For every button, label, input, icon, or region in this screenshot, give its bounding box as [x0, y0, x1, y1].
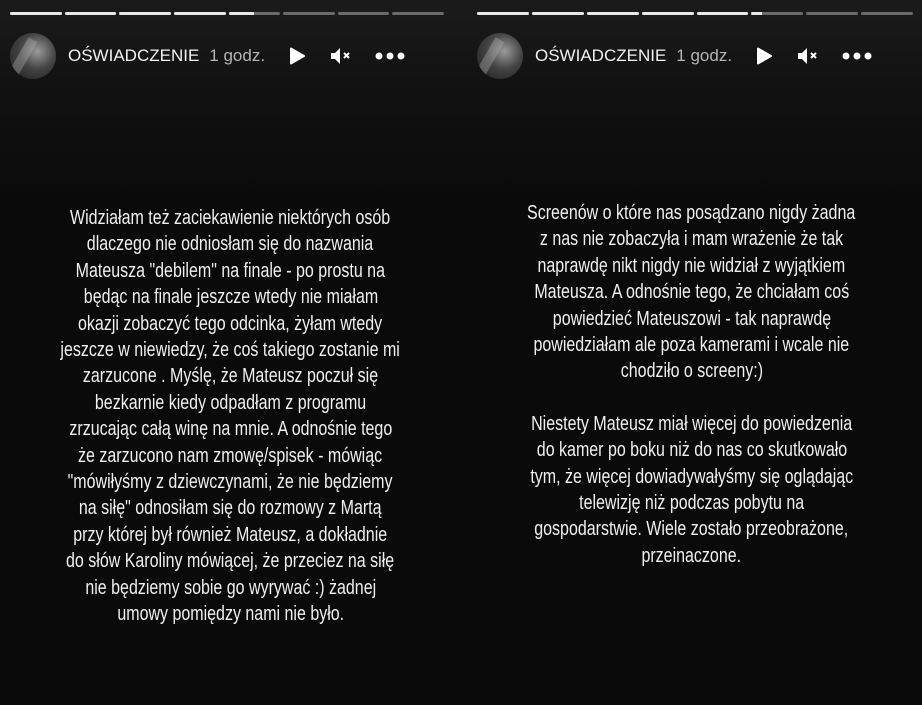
- text-line-content: będąc na finale jeszcze wtedy nie miałam: [83, 286, 378, 309]
- username[interactable]: OŚWIADCZENIE: [68, 46, 200, 65]
- progress-segment: [338, 12, 390, 15]
- progress-segment: [392, 12, 444, 15]
- text-line: [0, 522, 461, 548]
- text-line: [0, 416, 461, 442]
- text-line: [461, 358, 922, 384]
- progress-fill: [532, 12, 584, 15]
- text-line-content: z nas nie zobaczyła i mam wrażenie że tak: [539, 228, 844, 251]
- text-line: [461, 253, 922, 279]
- progress-fill: [10, 12, 62, 15]
- text-line-content: chodziło o screeny:): [620, 360, 763, 383]
- progress-segment: [229, 12, 281, 15]
- text-line-content: Mateusza "debilem" na finale - po prostu na: [75, 259, 386, 282]
- story-progress-bars: [10, 12, 444, 15]
- progress-fill: [174, 12, 226, 15]
- story-progress-bars: [477, 12, 913, 15]
- text-line-content: jeszcze w niewiedzy, że coś takiego zostanie mi: [60, 339, 401, 362]
- text-line-content: "mówiłyśmy z dziewczynami, że nie będziemy: [68, 471, 393, 494]
- paragraph-gap: [461, 385, 922, 411]
- progress-fill: [587, 12, 639, 15]
- progress-fill: [229, 12, 255, 15]
- text-line-content: okazji zobaczyć tego odcinka, żyłam wtedy: [78, 312, 383, 335]
- text-line-content: przeinaczone.: [641, 544, 742, 567]
- play-icon[interactable]: [287, 46, 307, 66]
- text-line-content: bezkarnie kiedy odpadłam z programu: [94, 391, 367, 414]
- text-line: [461, 490, 922, 516]
- story-text: [461, 200, 922, 569]
- text-line-content: powiedziałam ale poza kamerami i wcale nie: [533, 334, 850, 357]
- text-line-content: zarzucone . Myślę, że Mateusz poczuł się: [82, 365, 379, 388]
- username[interactable]: OŚWIADCZENIE: [535, 46, 667, 65]
- text-line: [0, 231, 461, 257]
- text-line-content: Niestety Mateusz miał więcej do powiedzenia: [530, 412, 853, 435]
- text-line: [0, 363, 461, 389]
- text-line: [461, 411, 922, 437]
- text-line-content: tym, że więcej dowiadywałyśmy się oglądając: [530, 465, 853, 488]
- progress-segment: [10, 12, 62, 15]
- text-line-content: Screenów o które nas posądzano nigdy żadna: [527, 202, 856, 224]
- text-line-content: Widziałam też zaciekawienie niektórych osób: [70, 207, 391, 229]
- progress-fill: [751, 12, 761, 15]
- progress-segment: [283, 12, 335, 15]
- story-panel-right: [461, 0, 922, 705]
- progress-fill: [642, 12, 694, 15]
- text-line: [461, 332, 922, 358]
- text-line-content: telewizję niż podczas pobytu na: [578, 492, 805, 515]
- story-header: [10, 33, 427, 79]
- text-line: [461, 437, 922, 463]
- text-line: [461, 516, 922, 542]
- timestamp: 1 godz.: [676, 46, 733, 65]
- mute-icon[interactable]: [796, 46, 820, 66]
- text-line: [0, 284, 461, 310]
- text-line: [461, 464, 922, 490]
- text-line-content: zrzucając całą winę na mnie. A odnośnie tego: [69, 418, 392, 441]
- progress-segment: [174, 12, 226, 15]
- progress-segment: [861, 12, 913, 15]
- text-line-content: na siłę" odnosiłam się do rozmowy z Martą: [79, 497, 382, 520]
- avatar[interactable]: [10, 33, 56, 79]
- story-text: [0, 205, 461, 628]
- text-line: [0, 469, 461, 495]
- text-line-content: naprawdę nikt nigdy nie widział z wyjątkiem: [537, 254, 846, 277]
- text-line: [0, 601, 461, 627]
- progress-segment: [806, 12, 858, 15]
- text-line: [0, 258, 461, 284]
- progress-segment: [751, 12, 803, 15]
- text-line-content: Mateusza. A odnośnie tego, że chciałam coś: [534, 281, 849, 304]
- progress-fill: [697, 12, 749, 15]
- progress-fill: [477, 12, 529, 15]
- text-line: [0, 337, 461, 363]
- text-line: [461, 226, 922, 252]
- text-line-content: gospodarstwie. Wiele zostało przeobrażone,: [534, 518, 849, 541]
- text-line-content: że zarzucono nam zmowę/spisek - mówiąc: [78, 444, 383, 467]
- play-icon[interactable]: [754, 46, 774, 66]
- progress-segment: [532, 12, 584, 15]
- text-line: [0, 390, 461, 416]
- more-options-icon[interactable]: [375, 52, 405, 60]
- avatar[interactable]: [477, 33, 523, 79]
- progress-segment: [65, 12, 117, 15]
- progress-fill: [65, 12, 117, 15]
- text-line: [0, 443, 461, 469]
- more-options-icon[interactable]: [842, 52, 872, 60]
- text-line-content: do słów Karoliny mówiącej, że przeciez na siłę: [66, 550, 395, 573]
- text-line: [461, 306, 922, 332]
- text-line-content: przy której był również Mateusz, a dokładnie: [73, 523, 388, 546]
- text-line: [0, 575, 461, 601]
- text-line-content: umowy pomiędzy nami nie było.: [117, 603, 344, 626]
- progress-segment: [119, 12, 171, 15]
- progress-segment: [587, 12, 639, 15]
- text-line: [461, 543, 922, 569]
- text-line: [0, 205, 461, 231]
- progress-segment: [642, 12, 694, 15]
- text-line: [0, 495, 461, 521]
- progress-segment: [697, 12, 749, 15]
- progress-segment: [477, 12, 529, 15]
- progress-fill: [119, 12, 171, 15]
- story-header: [477, 33, 894, 79]
- text-line: [461, 200, 922, 226]
- text-line-content: nie będziemy sobie go wyrywać :) żadnej: [85, 576, 376, 599]
- text-line: [0, 311, 461, 337]
- text-line-content: do kamer po boku niż do nas co skutkowało: [536, 439, 847, 462]
- mute-icon[interactable]: [329, 46, 353, 66]
- timestamp: 1 godz.: [209, 46, 266, 65]
- text-line-content: powiedzieć Mateuszowi - tak naprawdę: [552, 307, 831, 330]
- text-line: [461, 279, 922, 305]
- text-line-content: dlaczego nie odniosłam się do nazwania: [87, 233, 374, 256]
- text-line: [0, 548, 461, 574]
